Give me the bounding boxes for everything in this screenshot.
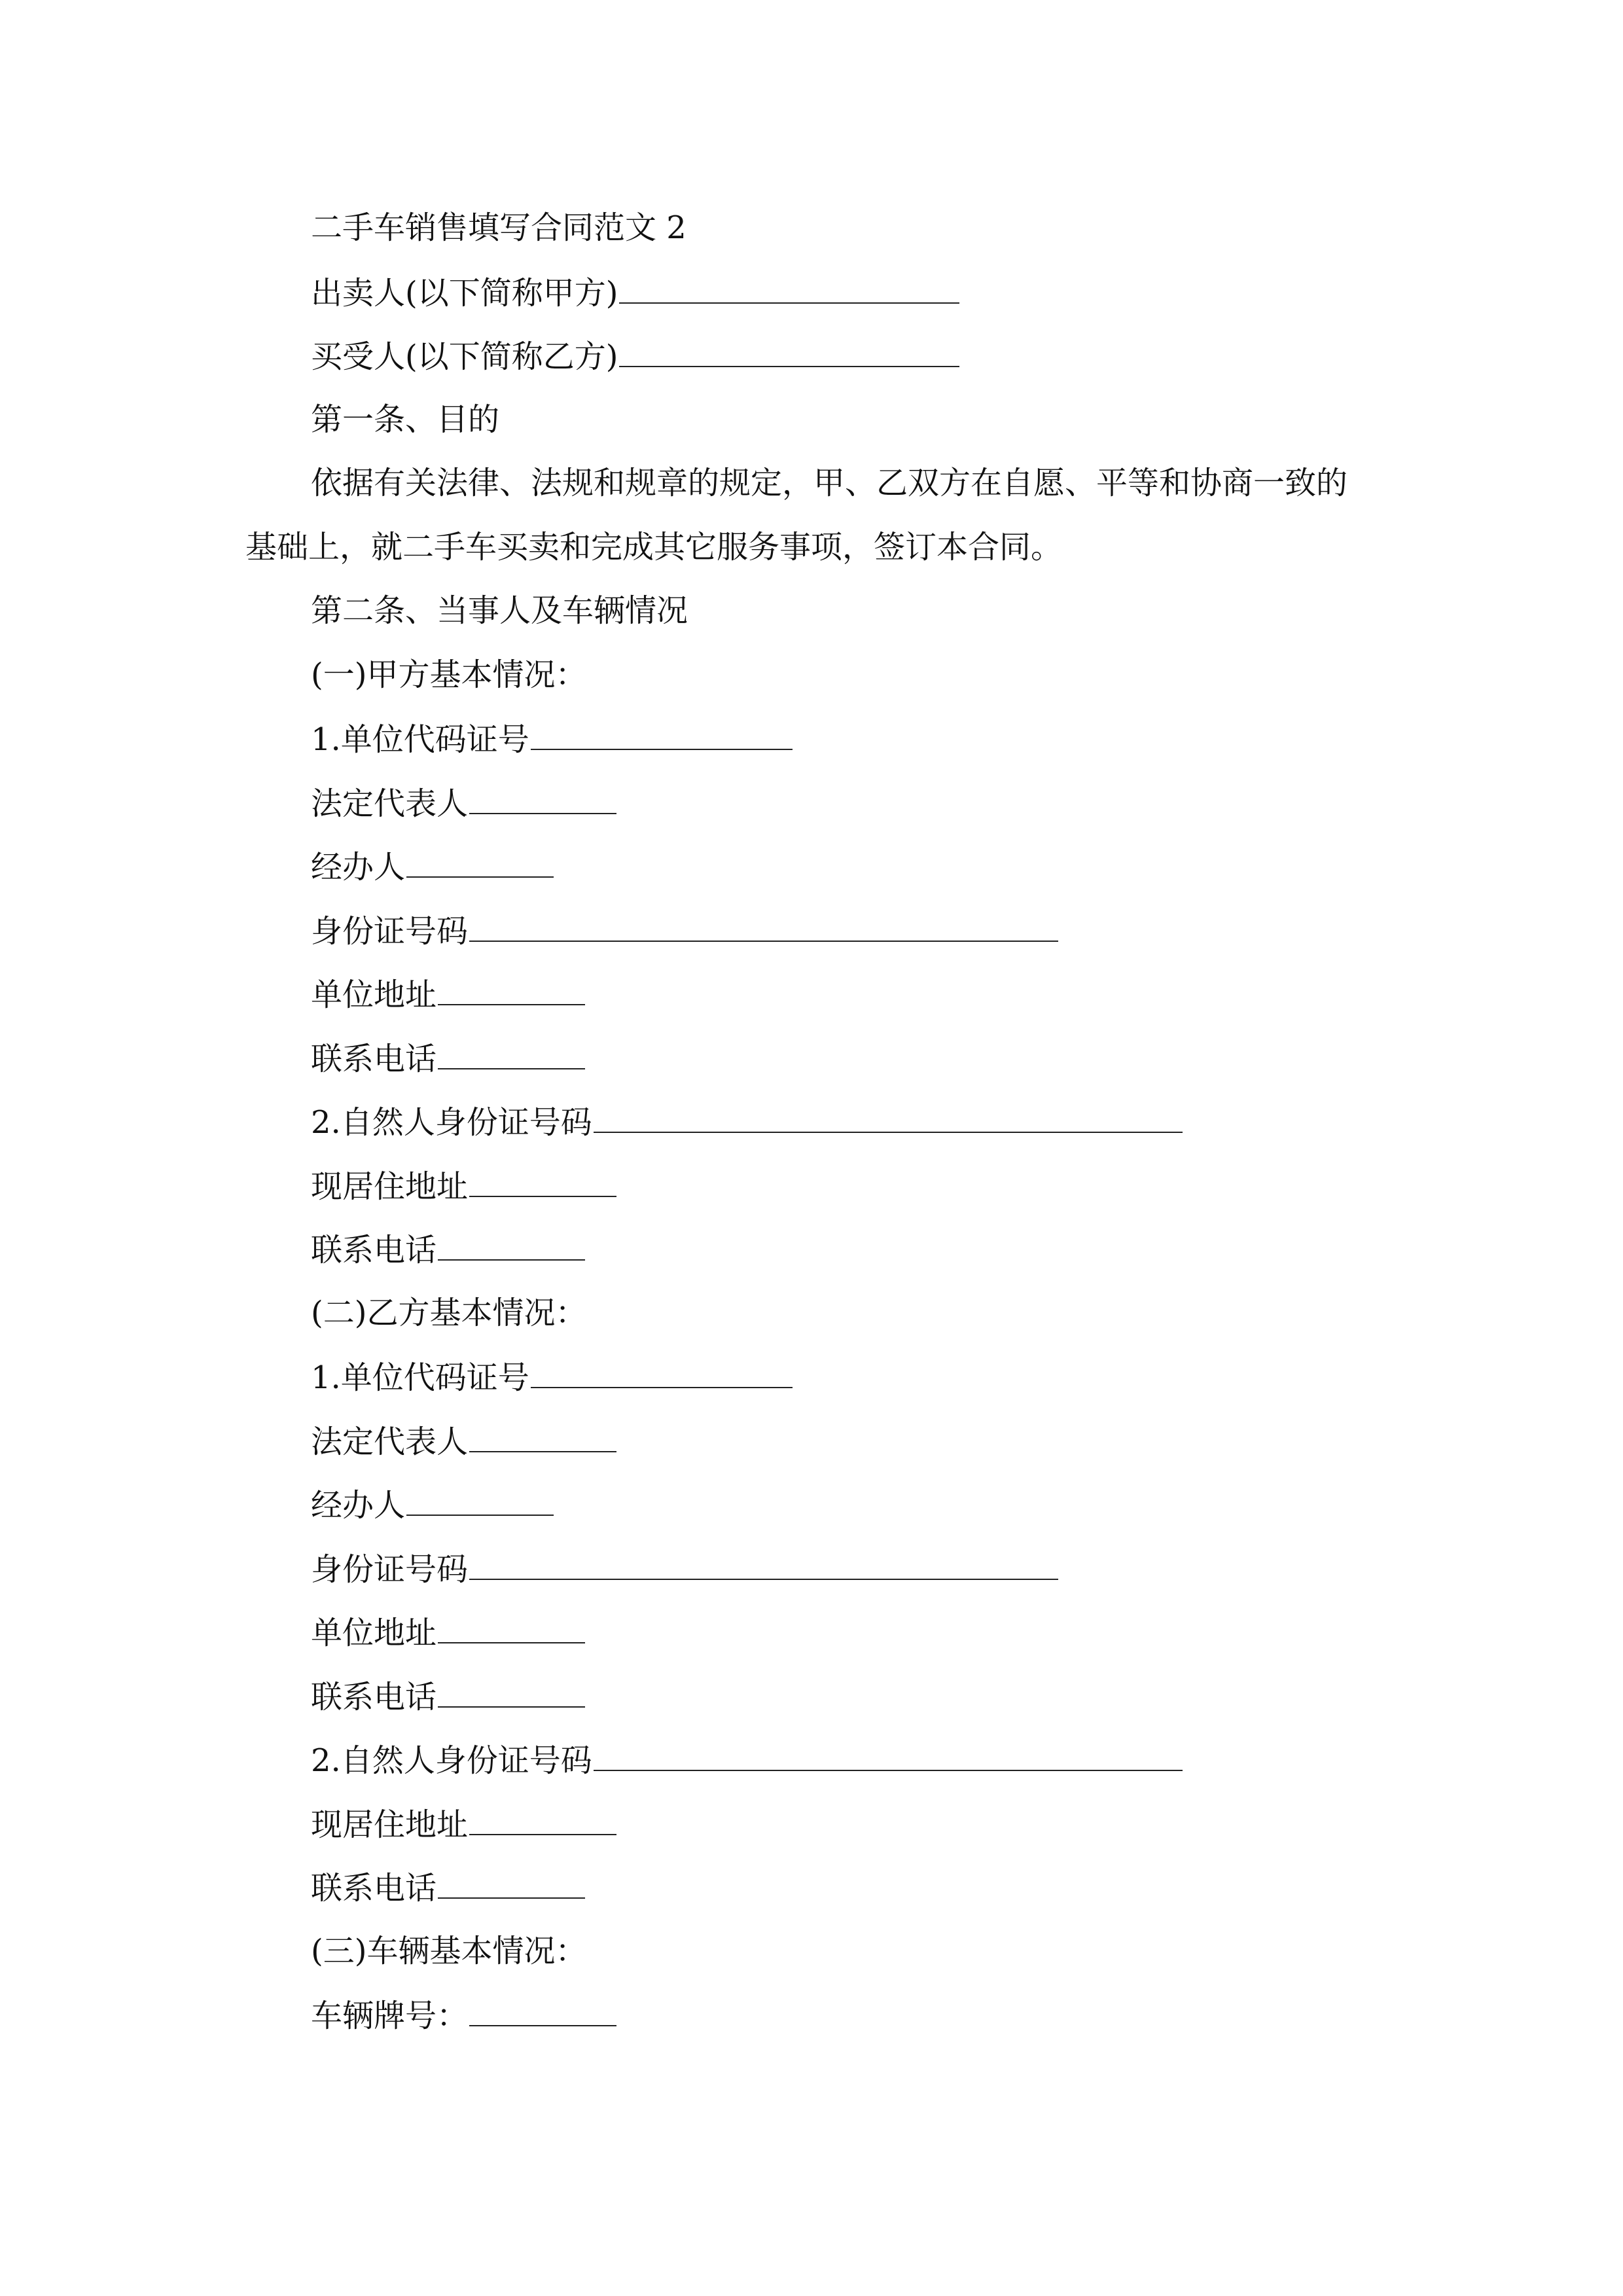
party-a-phone: 联系电话 bbox=[311, 1038, 585, 1079]
party-b-unit-address-blank[interactable] bbox=[438, 1612, 585, 1643]
vehicle-plate: 车辆牌号： bbox=[311, 1995, 616, 2036]
party-b-agent-blank[interactable] bbox=[406, 1484, 554, 1516]
document-title: 二手车销售填写合同范文 2 bbox=[311, 209, 687, 246]
party-a-agent-blank[interactable] bbox=[406, 846, 554, 878]
party-b-natural-id-blank[interactable] bbox=[594, 1740, 1183, 1771]
party-a-id-number-blank[interactable] bbox=[469, 910, 1058, 942]
party-b-phone: 联系电话 bbox=[311, 1676, 585, 1717]
seller-blank[interactable] bbox=[619, 272, 959, 304]
buyer-label: 买受人(以下简称乙方) bbox=[311, 338, 618, 375]
party-a-unit-address-blank[interactable] bbox=[438, 974, 585, 1005]
party-a-agent: 经办人 bbox=[311, 846, 554, 887]
seller-label: 出卖人(以下简称甲方) bbox=[311, 275, 618, 312]
article1-paragraph-line2: 基础上，就二手车买卖和完成其它服务事项，签订本合同。 bbox=[245, 529, 1063, 565]
party-a-unit-address: 单位地址 bbox=[311, 974, 585, 1014]
party-a-phone2-blank[interactable] bbox=[438, 1229, 585, 1261]
party-b-legal-rep: 法定代表人 bbox=[311, 1421, 616, 1462]
article1-heading: 第一条、目的 bbox=[311, 401, 500, 438]
party-b-residence-blank[interactable] bbox=[469, 1804, 616, 1835]
party-a-residence-blank[interactable] bbox=[469, 1166, 616, 1197]
party-a-heading: (一)甲方基本情况： bbox=[311, 656, 587, 693]
party-b-unit-code: 1.单位代码证号 bbox=[311, 1357, 793, 1397]
party-a-legal-rep: 法定代表人 bbox=[311, 783, 616, 823]
party-a-id-number: 身份证号码 bbox=[311, 910, 1058, 951]
vehicle-plate-blank[interactable] bbox=[469, 1995, 616, 2026]
party-a-natural-id: 2.自然人身份证号码 bbox=[311, 1102, 1183, 1142]
party-a-unit-code: 1.单位代码证号 bbox=[311, 719, 793, 759]
seller-line bbox=[311, 272, 959, 313]
party-b-agent: 经办人 bbox=[311, 1484, 554, 1525]
party-b-unit-code-blank[interactable] bbox=[531, 1357, 793, 1388]
party-b-unit-address: 单位地址 bbox=[311, 1612, 585, 1653]
party-b-id-number-blank[interactable] bbox=[469, 1549, 1058, 1580]
party-a-residence: 现居住地址 bbox=[311, 1166, 616, 1206]
party-b-natural-id: 2.自然人身份证号码 bbox=[311, 1740, 1183, 1780]
article1-paragraph-line1: 依据有关法律、法规和规章的规定，甲、乙双方在自愿、平等和协商一致的 bbox=[311, 465, 1348, 501]
party-b-phone2-blank[interactable] bbox=[438, 1867, 585, 1899]
party-a-natural-id-blank[interactable] bbox=[594, 1102, 1183, 1133]
party-b-phone2: 联系电话 bbox=[311, 1867, 585, 1908]
party-b-residence: 现居住地址 bbox=[311, 1804, 616, 1844]
party-a-phone-blank[interactable] bbox=[438, 1038, 585, 1069]
article2-heading: 第二条、当事人及车辆情况 bbox=[311, 592, 688, 629]
party-a-legal-rep-blank[interactable] bbox=[469, 783, 616, 814]
party-b-id-number: 身份证号码 bbox=[311, 1549, 1058, 1589]
party-b-heading: (二)乙方基本情况： bbox=[311, 1295, 587, 1331]
party-b-legal-rep-blank[interactable] bbox=[469, 1421, 616, 1452]
party-a-unit-code-blank[interactable] bbox=[531, 719, 793, 750]
buyer-blank[interactable] bbox=[619, 336, 959, 367]
buyer-line bbox=[311, 336, 959, 376]
party-a-phone2: 联系电话 bbox=[311, 1229, 585, 1270]
vehicle-heading: (三)车辆基本情况： bbox=[311, 1933, 587, 1969]
party-b-phone-blank[interactable] bbox=[438, 1676, 585, 1708]
